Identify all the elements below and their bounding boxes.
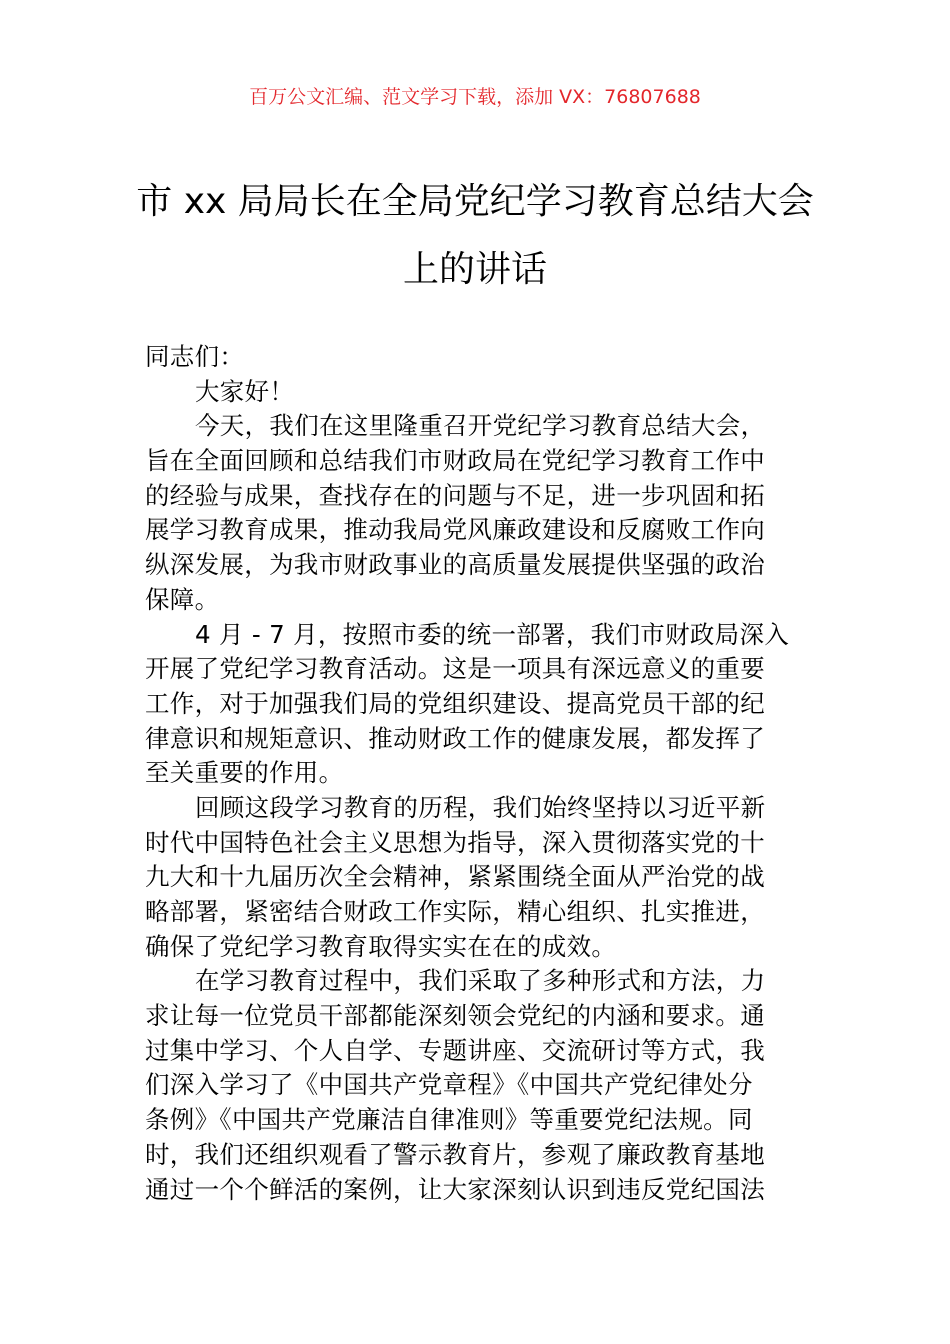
paragraph-line: 纵深发展，为我市财政事业的高质量发展提供坚强的政治 <box>145 550 765 580</box>
paragraph-line: 同志们： <box>145 342 245 371</box>
paragraph-line: 至关重要的作用。 <box>145 758 344 788</box>
paragraph-line: 在学习教育过程中，我们采取了多种形式和方法，力 <box>195 966 766 996</box>
paragraph-line: 们深入学习了《中国共产党章程》《中国共产党纪律处分 <box>145 1070 753 1100</box>
paragraph-line: 条例》《中国共产党廉洁自律准则》等重要党纪法规。同 <box>145 1105 753 1135</box>
paragraph-line: 过集中学习、个人自学、专题讲座、交流研讨等方式，我 <box>145 1035 765 1065</box>
paragraph-line: 九大和十九届历次全会精神，紧紧围绕全面从严治党的战 <box>145 862 765 892</box>
paragraph-line: 求让每一位党员干部都能深刻领会党纪的内涵和要求。通 <box>145 1001 765 1031</box>
paragraph-line: 开展了党纪学习教育活动。这是一项具有深远意义的重要 <box>145 654 765 684</box>
paragraph <box>145 964 807 1207</box>
paragraph-line: 律意识和规矩意识、推动财政工作的健康发展，都发挥了 <box>145 723 765 753</box>
paragraph <box>145 375 807 410</box>
paragraph-line: 略部署，紧密结合财政工作实际，精心组织、扎实推进， <box>145 897 765 926</box>
paragraph <box>145 618 807 791</box>
paragraph-line: 4 月 - 7 月，按照市委的统一部署，我们市财政局深入 <box>195 619 790 649</box>
paragraph-line: 工作，对于加强我们局的党组织建设、提高党员干部的纪 <box>145 688 765 718</box>
paragraph-line: 今天，我们在这里隆重召开党纪学习教育总结大会， <box>195 411 766 441</box>
paragraph-line: 回顾这段学习教育的历程，我们始终坚持以习近平新 <box>195 792 766 822</box>
paragraph-line: 的经验与成果，查找存在的问题与不足，进一步巩固和拓 <box>145 480 765 510</box>
paragraph-line: 展学习教育成果，推动我局党风廉政建设和反腐败工作向 <box>145 515 765 545</box>
document-title-line-1: 市 xx 局局长在全局党纪学习教育总结大会 <box>136 181 814 222</box>
paragraph-line: 通过一个个鲜活的案例，让大家深刻认识到违反党纪国法 <box>145 1174 765 1204</box>
paragraph-line: 旨在全面回顾和总结我们市财政局在党纪学习教育工作中 <box>145 446 765 476</box>
paragraph-line: 时代中国特色社会主义思想为指导，深入贯彻落实党的十 <box>145 827 765 857</box>
paragraph-line: 大家好！ <box>195 376 295 406</box>
paragraph-line: 时，我们还组织观看了警示教育片，参观了廉政教育基地 <box>145 1139 765 1169</box>
paragraph-line: 保障。 <box>145 584 220 614</box>
paragraph-line: 确保了党纪学习教育取得实实在在的成效。 <box>145 931 617 961</box>
document-title-line-2: 上的讲话 <box>402 249 547 290</box>
document-body <box>145 340 807 1207</box>
paragraph <box>145 791 807 964</box>
download-notice: 百万公文汇编、范文学习下载，添加 VX：76807688 <box>249 86 701 108</box>
paragraph <box>145 409 807 617</box>
paragraph <box>145 340 807 375</box>
